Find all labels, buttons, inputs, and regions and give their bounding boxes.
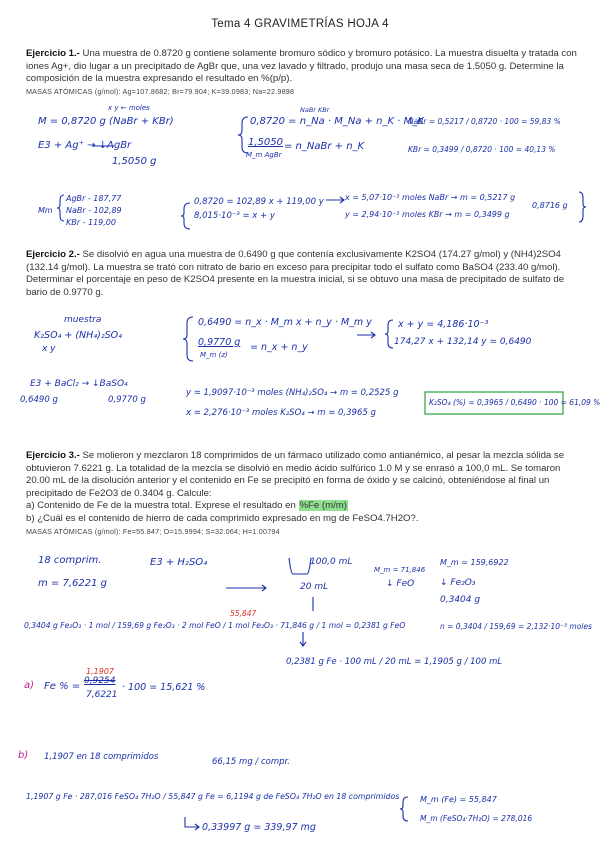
exercise-1-atomic-masses: MASAS ATÓMICAS (g/mol): Ag=107.8682; Br=79.904; K=39.0983; Na=22.9898 bbox=[26, 86, 295, 96]
hw-e3-fe2o3-mm: M_m = 159,6922 bbox=[440, 558, 509, 567]
highlight-fe-mm: %Fe (m/m) bbox=[299, 500, 347, 512]
hw-e1-mm-kbr: KBr - 119,00 bbox=[66, 218, 116, 227]
hw-e3-a-result: · 100 = 15,621 % bbox=[122, 682, 206, 693]
hw-e3-fe2o3-mass: 0,3404 g bbox=[440, 595, 481, 605]
exercise-3-part-b: b) ¿Cuál es el contenido de hierro de cada comprimido expresado en mg de FeSO4.7H2O?. bbox=[26, 512, 419, 524]
hw-e1-sample: M = 0,8720 g (NaBr + KBr) bbox=[38, 116, 174, 127]
hw-e1-agbr-num: 1,5050 bbox=[248, 137, 283, 148]
exercise-3-text: Se molieron y mezclaron 18 comprimidos de un fármaco utilizado como antianémico, al pesar la mezcla sólida se obtuvieron 7.6221 g. La totalidad de la mezcla se disolvió en medio ácido sulfúrico 1.0 M y se enrasó a 100,0 mL. Se tomaron 20.00 mL de la disolución anterior y el contenido en Fe se precipitó en forma de óxido y se calcinó, obteniéndose al final un precipitado de Fe2O3 de 0.3404 g. Calcule: bbox=[26, 450, 565, 499]
hw-e1-mass-balance: 0,8720 = n_Na · M_Na + n_K · M_K bbox=[250, 116, 424, 127]
hw-e2-xy: x y bbox=[42, 344, 56, 354]
hw-e3-fe2o3: ↓ Fe₂O₃ bbox=[440, 578, 476, 588]
exercise-1-text: Una muestra de 0.8720 g contiene solamente bromuro sódico y bromuro potásico. La muestra disuelta y tratada con iones Ag+, dio lugar a un precipitado de AgBr que, una vez lavado y filtrado, produjo una masa seca de 1.5050 g. Determine la composición de la muestra expresando el resultado en %(p/p). bbox=[26, 48, 577, 85]
exercise-2-label: Ejercicio 2.- bbox=[26, 249, 80, 260]
hw-e2-mixture: K₂SO₄ + (NH₄)₂SO₄ bbox=[34, 330, 122, 341]
hw-e1-result-y: y = 2,94·10⁻³ moles KBr → m = 0,3499 g bbox=[345, 210, 510, 219]
hw-e1-pct-kbr: KBr = 0,3499 / 0,8720 · 100 = 40,13 % bbox=[408, 145, 556, 154]
hw-e3-aliquot: 20 mL bbox=[300, 582, 329, 592]
hw-e3-b-result: 0,33997 g = 339,97 mg bbox=[202, 822, 316, 833]
hw-e3-moles: n = 0,3404 / 159,69 = 2,132·10⁻³ moles bbox=[440, 622, 592, 631]
exercise-3-part-a: a) Contenido de Fe de la muestra total. Exprese el resultado en %Fe (m/m) bbox=[26, 500, 347, 512]
hw-e1-mm-labels: NaBr KBr bbox=[300, 106, 330, 114]
hw-e3-volume: 100,0 mL bbox=[310, 557, 353, 567]
hw-e3-correction-2: 1,1907 bbox=[86, 667, 114, 676]
exercise-3-statement bbox=[26, 450, 582, 538]
hw-e2-reaction: E3 + BaCl₂ → ↓BaSO₄ bbox=[30, 379, 128, 389]
page-title: Tema 4 GRAVIMETRÍAS HOJA 4 bbox=[211, 18, 389, 30]
hw-e3-dilution: 0,2381 g Fe · 100 mL / 20 mL = 1,1905 g / 100 mL bbox=[286, 657, 503, 667]
exercise-2-text: Se disolvió en agua una muestra de 0.6490 g que contenía exclusivamente K2SO4 (174.27 g/mol) y (NH4)2SO4 (132.14 g/mol). La muestra se trató con nitrato de bario en exceso para precipitar todo el sulfato como BaSO4 (233.40 g/mol). Determinar el porcentaje en peso de K2SO4 presente en la muestra inicial, si se obtuvo una masa de precipitado de sulfato de bario de 0.9770 g. bbox=[26, 249, 565, 298]
hw-e1-mm-nabr: NaBr - 102,89 bbox=[66, 206, 122, 215]
hw-e1-system-1: 0,8720 = 102,89 x + 119,00 y bbox=[194, 197, 324, 207]
hw-e2-result-y: y = 1,9097·10⁻³ moles (NH₄)₂SO₄ → m = 0,2525 g bbox=[186, 388, 399, 398]
hw-e1-labels: x y ← moles bbox=[108, 104, 150, 112]
hw-e3-feo-mm: M_m = 71,846 bbox=[374, 566, 426, 574]
hw-e2-muestra: muestra bbox=[64, 315, 102, 325]
hw-e1-result-x: x = 5,07·10⁻³ moles NaBr → m = 0,5217 g bbox=[345, 193, 516, 202]
hw-e3-mass: m = 7,6221 g bbox=[38, 578, 107, 589]
hw-e2-result-pct: K₂SO₄ (%) = 0,3965 / 0,6490 · 100 = 61,09 % bbox=[429, 398, 600, 407]
hw-e2-system-2: 174,27 x + 132,14 y = 0,6490 bbox=[394, 337, 532, 347]
exercise-1-statement bbox=[26, 48, 582, 98]
hw-e2-precipitate-mass: 0,9770 g bbox=[108, 395, 146, 405]
hw-e3-b-total: 1,1907 en 18 comprimidos bbox=[44, 752, 159, 762]
hw-e2-result-x: x = 2,276·10⁻³ moles K₂SO₄ → m = 0,3965 g bbox=[186, 408, 376, 418]
exercise-3-atomic-masses: MASAS ATÓMICAS (g/mol): Fe=55.847; O=15.9994; S=32.064; H=1.00794 bbox=[26, 526, 280, 536]
hw-e1-agbr-mass: 1,5050 g bbox=[112, 156, 157, 167]
hw-e3-b-per-tablet: 66,15 mg / compr. bbox=[212, 757, 290, 767]
hw-e3-a-numerator: 0,9254 bbox=[84, 676, 116, 686]
hw-e3-b-mm-salt: M_m (FeSO₄·7H₂O) = 278,016 bbox=[420, 814, 533, 823]
hw-e1-mm-agbr: AgBr - 187,77 bbox=[66, 194, 122, 203]
hw-e3-dissolution: E3 + H₂SO₄ bbox=[150, 557, 208, 568]
hw-e3-feo: ↓ FeO bbox=[386, 579, 415, 589]
hw-e3-part-b-label: b) bbox=[18, 750, 29, 761]
hw-e1-pct-nabr: NaBr = 0,5217 / 0,8720 · 100 = 59,83 % bbox=[408, 117, 561, 126]
hw-e1-agbr-den: M_m AgBr bbox=[246, 151, 282, 159]
hw-e3-b-conversion: 1,1907 g Fe · 287,016 FeSO₄ 7H₂O / 55,847 g Fe = 6,1194 g de FeSO₄ 7H₂O en 18 comprimidos bbox=[26, 792, 400, 801]
hw-e1-mm-head: Mm bbox=[38, 206, 53, 215]
hw-e3-b-mm-fe: M_m (Fe) = 55,847 bbox=[420, 795, 497, 804]
exercise-2-statement bbox=[26, 249, 582, 299]
hw-e2-mole-balance: = n_x + n_y bbox=[250, 342, 308, 353]
hw-e2-baso4-num: 0,9770 g bbox=[198, 337, 241, 348]
hw-e1-sum: 0,8716 g bbox=[532, 201, 568, 210]
hw-e2-system-1: x + y = 4,186·10⁻³ bbox=[398, 319, 489, 330]
exercise-3-label: Ejercicio 3.- bbox=[26, 450, 80, 461]
hw-e3-fe-pct-label: Fe % = bbox=[44, 681, 81, 692]
hw-e2-baso4-den: M_m (z) bbox=[200, 351, 228, 359]
hw-e2-mass-balance: 0,6490 = n_x · M_m x + n_y · M_m y bbox=[198, 317, 372, 328]
hw-e3-correction-1: 55,847 bbox=[230, 609, 257, 618]
hw-e3-a-denominator: 7,6221 bbox=[86, 690, 118, 700]
exercise-1-label: Ejercicio 1.- bbox=[26, 48, 80, 59]
hw-e3-part-a-label: a) bbox=[24, 680, 35, 691]
hw-e2-sample-mass: 0,6490 g bbox=[20, 395, 58, 405]
hw-e3-tablets: 18 comprim. bbox=[38, 555, 102, 566]
hw-e1-reaction: E3 + Ag⁺ → ↓AgBr bbox=[38, 140, 132, 151]
hw-e1-system-2: 8,015·10⁻³ = x + y bbox=[194, 211, 275, 221]
hw-e1-mole-balance: = n_NaBr + n_K bbox=[284, 141, 365, 152]
hw-e3-conversion: 0,3404 g Fe₂O₃ · 1 mol / 159,69 g Fe₂O₃ · 2 mol FeO / 1 mol Fe₂O₃ · 71,846 g / 1 mol = 0,2381 g FeO bbox=[24, 621, 406, 630]
